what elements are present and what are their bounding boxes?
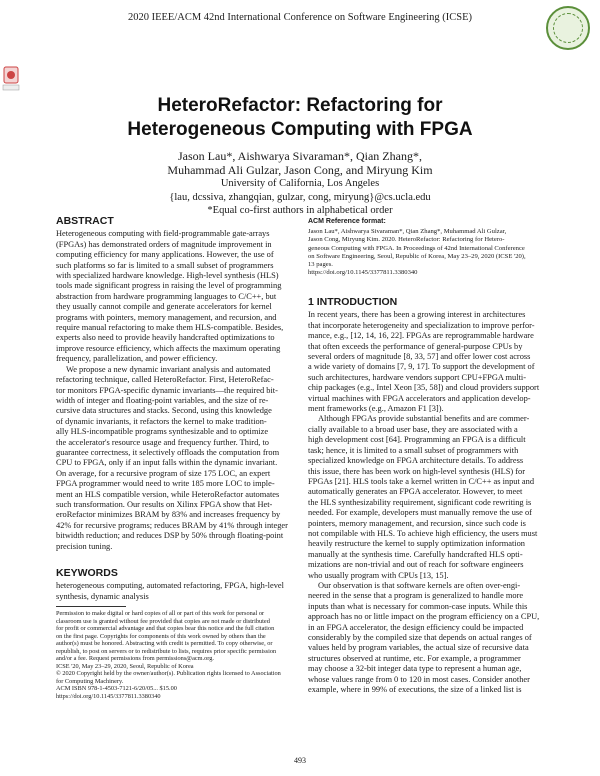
text-line: this issue, there has been work on high-level synthesis (HLS) for (308, 466, 526, 476)
text-line: the accelerator's resource usage and frequency further. Third, to (56, 437, 269, 447)
text-line: cursive data structures and stacks. Second, using this knowledge (56, 406, 272, 416)
affiliation: University of California, Los Angeles (220, 178, 380, 189)
text-line: who usually program with CPUs [13, 15]. (308, 570, 449, 580)
permission-footnote (56, 606, 302, 700)
text-line: structures observed at runtime, etc. For example, a programmer (308, 653, 521, 663)
text-line: for profit or commercial advantage and that copies bear this notice and the full citation (56, 625, 275, 632)
text-line: (FPGAs) has demonstrated orders of magnitude improvement in (56, 239, 272, 249)
text-line: virtual machines with FPGA accelerators and application develop- (308, 393, 531, 403)
abstract-heading: ABSTRACT (56, 215, 114, 227)
text-line: eroRefactor minimizes BRAM by 83% and increases frequency by (56, 510, 281, 520)
text-line: Heterogeneous computing with field-programmable gate-arrays (56, 229, 270, 239)
text-line: may choose a 32-bit integer data type to represent a human age, (308, 664, 522, 674)
text-line: not compilable with HLS. To achieve high efficiency, the users must (308, 528, 538, 538)
text-line: ment an HLS compatible version, while HeteroRefactor automates (56, 489, 280, 499)
text-line: bitwidth reduction; and reduces DSP by 50% through floating-point (56, 531, 284, 541)
text-line: geneous Computing with FPGA. In Proceedings of 42nd International Conference (308, 244, 525, 252)
text-line: approach has no or little impact on the program efficiency on a CPU, (308, 612, 540, 622)
text-line: © 2020 Copyright held by the owner/author(s). Publication rights licensed to Association (56, 670, 281, 677)
acm-badge-icon (2, 66, 20, 92)
text-line: refactoring technique, called HeteroRefactor. First, HeteroRefac- (56, 375, 274, 385)
text-line: neered in the sense that a program is generalized to handle more (308, 591, 524, 601)
text-line: improve resource efficiency, which affects the maximum operating (56, 343, 281, 353)
keywords-line-1: heterogeneous computing, automated refactoring, FPGA, high-level (56, 581, 284, 591)
introduction-section (308, 297, 554, 695)
text-line: whose values range from 0 to 120 in most cases. Consider another (308, 674, 530, 684)
text-line: precision tuning. (56, 541, 113, 551)
text-line: automatically generates an FPGA accelerator. However, to meet (308, 487, 523, 497)
text-line: classroom use is granted without fee provided that copies are not made or distributed (56, 617, 270, 625)
artifact-badge-icon (546, 6, 590, 50)
text-line: specialized knowledge on FPGA architecture details. To address (308, 456, 524, 466)
acm-ref-heading: ACM Reference format: (308, 218, 386, 225)
conference-header: 2020 IEEE/ACM 42nd International Conference on Software Engineering (ICSE) (127, 12, 473, 23)
text-line: chip packages (e.g., Intel Xeon [35, 58]) and cloud providers support (308, 383, 540, 393)
keywords-line-2: synthesis, dynamic analysis (56, 591, 149, 601)
acm-ref-body (308, 228, 554, 277)
text-line: We propose a new dynamic invariant analysis and automated (66, 364, 271, 374)
text-line: FPGA programmer would need to write 185 more LOC to imple- (56, 479, 275, 489)
text-line: values held by program variables, the actual size of recursive data (308, 643, 529, 653)
text-line: a wide variety of domains [7, 9, 17]. To support the development of (308, 362, 535, 372)
text-line: On average, for a recursive program of size 175 LOC, an expert (56, 468, 271, 478)
text-line: In recent years, there has been a growing interest in architectures (308, 310, 526, 320)
text-line: that often exceeds the performance of general-purpose CPUs by (308, 341, 523, 351)
text-line: mizations are non-trivial and out of reach for software engineers (308, 560, 524, 570)
text-line: of dynamic invariants, it refactors the kernel to make tradition- (56, 416, 267, 426)
text-line: example, where in 99% of executions, the size of a linked list is (308, 685, 522, 695)
text-line: on Software Engineering, Seoul, Republic of Korea, May 23–29, 2020 (ICSE '20), (308, 252, 526, 260)
text-line: several orders of magnitude [8, 33, 57] and offer lower cost across (308, 352, 531, 362)
text-line: frequency, parallelization, and power efficiency. (56, 354, 218, 364)
text-line: the HLS synthesizability requirement, significant code rewriting is (308, 497, 532, 507)
authors-line-1: Jason Lau*, Aishwarya Sivaraman*, Qian Zhang*, (178, 149, 422, 163)
text-line: mance, e.g., [12, 14, 16, 22]. FPGAs are reprogrammable hardware (308, 331, 534, 341)
text-line: Jason Cong, Miryung Kim. 2020. HeteroRefactor: Refactoring for Hetero- (308, 236, 505, 244)
text-line: ICSE '20, May 23–29, 2020, Seoul, Republic of Korea (56, 662, 194, 670)
text-line: high development cost [64]. Programming an FPGA is a difficult (308, 435, 526, 445)
text-line: 13 pages. (308, 261, 333, 269)
text-line: in an FPGA accelerator, the design efficiency could be impacted (308, 622, 524, 632)
text-line: on the first page. Copyrights for components of this work owned by others than the (56, 632, 266, 640)
text-line: inputs than what is necessary for common-case inputs. While this (308, 601, 528, 611)
text-line: FPGAs [21]. HLS tools take a kernel written in C/C++ as input and (308, 476, 535, 486)
keywords-section (56, 568, 302, 602)
permission-text (56, 610, 302, 700)
title-line-2: Heterogeneous Computing with FPGA (127, 119, 473, 140)
text-line: republish, to post on servers or to redistribute to lists, requires prior specific permission (56, 647, 277, 655)
text-line: cially available to a broad user base, they are associated with a (308, 424, 518, 434)
text-line: programs with pointers, memory management, and recursion, and (56, 312, 277, 322)
text-line: author(s) must be honored. Abstracting with credit is permitted. To copy otherwise, or (56, 640, 273, 647)
text-line: such architectures, hardware vendors support CPU+FPGA multi- (308, 372, 527, 382)
text-line: CPU to FPGA, only if an input falls within the dynamic invariant. (56, 458, 278, 468)
introduction-body (308, 310, 554, 695)
text-line: 42% for recursive programs; reduces BRAM by 41% through integer (56, 520, 288, 530)
keywords-heading: KEYWORDS (56, 567, 118, 579)
page-number: 493 (294, 756, 306, 765)
text-line: Jason Lau*, Aishwarya Sivaraman*, Qian Zhang*, Muhammad Ali Gulzar, (308, 228, 507, 236)
text-line: they usually cannot compile and generate accelerators for kernel (56, 302, 272, 312)
text-line: and/or a fee. Request permissions from permissions@acm.org. (56, 655, 215, 662)
author-block (0, 150, 600, 218)
author-emails: {lau, dcssiva, zhangqian, gulzar, cong, miryung}@cs.ucla.edu (169, 191, 431, 203)
text-line: require manual refactoring to make them HLS-compatible. Besides, (56, 323, 284, 333)
authors-line-2: Muhammad Ali Gulzar, Jason Cong, and Miryung Kim (167, 162, 433, 177)
text-line: considerably by the compiled size that depends on actual ranges of (308, 633, 532, 642)
text-line: tools made significant progress in raising the level of programming (56, 281, 282, 291)
text-line: width of integer and floating-point variables, and the size of re- (56, 395, 269, 405)
text-line: manually at the synthesis time. Carefully handcrafted HLS opti- (308, 549, 523, 559)
text-line: needed. For example, developers must manually remove the use of (308, 508, 532, 518)
footnote-rule (56, 606, 126, 607)
abstract-section (56, 216, 302, 552)
text-line: ment frameworks (e.g., Amazon F1 [3]). (308, 404, 444, 414)
abstract-body (56, 229, 302, 552)
text-line: with specialized hardware knowledge. High-level synthesis (HLS) (56, 271, 279, 281)
text-line: heavily restructure the kernel to supply optimization information (308, 539, 525, 549)
text-line: Our observation is that software kernels are often over-engi- (318, 580, 521, 590)
paper-title (0, 94, 600, 142)
text-line: such platforms so far is limited to a small subset of programmers (56, 260, 274, 270)
text-line: task; hence, it is limited to a small subset of programmers with (308, 445, 519, 455)
text-line: such transformation. Our results on Xilinx FPGA show that Het- (56, 499, 273, 509)
text-line: that incorporate heterogeneity and specialization to improve perfor- (308, 320, 535, 330)
equal-contribution-note: *Equal co-first authors in alphabetical order (207, 205, 393, 216)
text-line: computing efficiency for many applications. However, the use of (56, 250, 274, 260)
text-line: https://doi.org/10.1145/3377811.3380340 (308, 269, 418, 277)
text-line: for Computing Machinery. (56, 677, 124, 685)
text-line: guarantee correctness, it selectively offloads the computation from (56, 447, 280, 457)
text-line: https://doi.org/10.1145/3377811.3380340 (56, 692, 161, 700)
text-line: Permission to make digital or hard copies of all or part of this work for personal or (56, 610, 265, 617)
text-line: Although FPGAs provide substantial benefits and are commer- (318, 414, 530, 424)
title-line-1: HeteroRefactor: Refactoring for (157, 95, 443, 116)
text-line: tor monitors FPGA-specific dynamic invariants—the required bit- (56, 385, 278, 395)
text-line: pointers, memory management, and recursion, since such code is (308, 518, 526, 528)
text-line: experts also need to provide heavily handcrafted optimizations to (56, 333, 275, 343)
text-line: ally HLS-incompatible programs synthesizable and to optimize (56, 427, 269, 437)
acm-reference (308, 218, 554, 277)
text-line: abstraction from hardware programming languages to C/C++, but (56, 291, 277, 301)
text-line: ACM ISBN 978-1-4503-7121-6/20/05... $15.00 (56, 685, 177, 692)
introduction-heading: 1 INTRODUCTION (308, 296, 398, 308)
